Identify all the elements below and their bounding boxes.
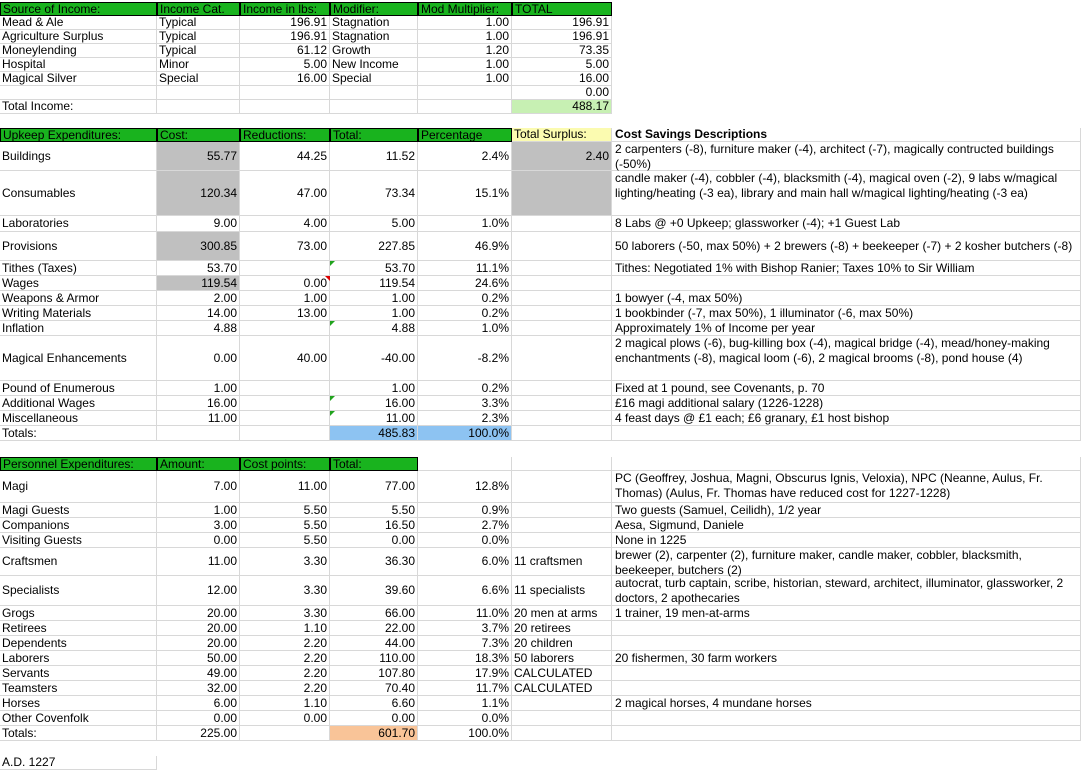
personnel-total[interactable]: 0.00 xyxy=(330,533,418,548)
total-surplus-value[interactable]: 2.40 xyxy=(512,142,612,171)
personnel-total[interactable]: 16.50 xyxy=(330,518,418,533)
personnel-name[interactable]: Visiting Guests xyxy=(0,533,157,548)
empty-cell[interactable] xyxy=(512,726,612,741)
empty-cell[interactable] xyxy=(418,100,512,114)
personnel-cost-points[interactable]: 5.50 xyxy=(240,518,330,533)
personnel-note[interactable] xyxy=(512,503,612,518)
personnel-cost-points[interactable]: 0.00 xyxy=(240,711,330,726)
total-surplus-header[interactable]: Total Surplus: xyxy=(512,128,612,142)
upkeep-total[interactable]: 73.34 xyxy=(330,171,418,216)
upkeep-name[interactable]: Miscellaneous xyxy=(0,411,157,426)
income-cell[interactable]: Agriculture Surplus xyxy=(0,30,157,44)
personnel-total[interactable]: 77.00 xyxy=(330,471,418,503)
empty-cell[interactable] xyxy=(240,726,330,741)
income-header-1[interactable]: Income Cat. xyxy=(157,2,240,16)
upkeep-cost[interactable]: 120.34 xyxy=(157,171,240,216)
income-cell[interactable]: Stagnation xyxy=(330,30,418,44)
upkeep-name[interactable]: Magical Enhancements xyxy=(0,336,157,381)
personnel-cost-points[interactable]: 1.10 xyxy=(240,696,330,711)
personnel-description[interactable]: PC (Geoffrey, Joshua, Magni, Obscurus Ignis, Veloxia), NPC (Neanne, Aulus, Fr. Thomas) (Aulus, Fr. Thomas have reduced cost for 1227-1228) xyxy=(612,471,1081,503)
income-cell[interactable]: Typical xyxy=(157,44,240,58)
personnel-name[interactable]: Retirees xyxy=(0,621,157,636)
personnel-cost-points[interactable]: 3.30 xyxy=(240,576,330,606)
upkeep-total[interactable]: -40.00 xyxy=(330,336,418,381)
personnel-total[interactable]: 6.60 xyxy=(330,696,418,711)
personnel-amount[interactable]: 50.00 xyxy=(157,651,240,666)
income-cell[interactable]: 16.00 xyxy=(240,72,330,86)
upkeep-header-4[interactable]: Percentage xyxy=(418,128,512,142)
upkeep-total[interactable]: 119.54 xyxy=(330,276,418,291)
personnel-description[interactable]: brewer (2), carpenter (2), furniture maker, candle maker, cobbler, blacksmith, beekeeper, butchers (2) xyxy=(612,548,1081,576)
personnel-description[interactable]: None in 1225 xyxy=(612,533,1081,548)
upkeep-percentage[interactable]: 46.9% xyxy=(418,232,512,261)
personnel-amount[interactable]: 11.00 xyxy=(157,548,240,576)
upkeep-reductions[interactable]: 0.00 xyxy=(240,276,330,291)
upkeep-cost[interactable]: 11.00 xyxy=(157,411,240,426)
personnel-name[interactable]: Servants xyxy=(0,666,157,681)
personnel-total[interactable]: 5.50 xyxy=(330,503,418,518)
personnel-totals-amount[interactable]: 225.00 xyxy=(157,726,240,741)
personnel-name[interactable]: Other Covenfolk xyxy=(0,711,157,726)
income-cell[interactable]: Special xyxy=(157,72,240,86)
total-income-value[interactable]: 488.17 xyxy=(512,100,612,114)
upkeep-total[interactable]: 5.00 xyxy=(330,216,418,232)
personnel-cost-points[interactable]: 2.20 xyxy=(240,636,330,651)
personnel-description[interactable]: Aesa, Sigmund, Daniele xyxy=(612,518,1081,533)
upkeep-cost[interactable]: 55.77 xyxy=(157,142,240,171)
upkeep-total[interactable]: 4.88 xyxy=(330,321,418,336)
income-cell[interactable]: 73.35 xyxy=(512,44,612,58)
upkeep-percentage[interactable]: 3.3% xyxy=(418,396,512,411)
upkeep-total[interactable]: 1.00 xyxy=(330,381,418,396)
upkeep-percentage[interactable]: 0.2% xyxy=(418,381,512,396)
upkeep-description[interactable]: Tithes: Negotiated 1% with Bishop Ranier; Taxes 10% to Sir William xyxy=(612,261,1081,276)
personnel-note[interactable]: 11 specialists xyxy=(512,576,612,606)
personnel-percentage[interactable]: 0.0% xyxy=(418,533,512,548)
upkeep-percentage[interactable]: -8.2% xyxy=(418,336,512,381)
personnel-note[interactable]: 11 craftsmen xyxy=(512,548,612,576)
empty-cell[interactable] xyxy=(512,336,612,381)
personnel-note[interactable]: 20 retirees xyxy=(512,621,612,636)
income-cell[interactable]: 61.12 xyxy=(240,44,330,58)
personnel-percentage[interactable]: 1.1% xyxy=(418,696,512,711)
income-cell[interactable]: Growth xyxy=(330,44,418,58)
income-cell[interactable]: 5.00 xyxy=(240,58,330,72)
income-cell[interactable]: Moneylending xyxy=(0,44,157,58)
income-cell[interactable]: 1.00 xyxy=(418,58,512,72)
empty-cell[interactable] xyxy=(330,86,418,100)
upkeep-reductions[interactable]: 1.00 xyxy=(240,291,330,306)
personnel-description[interactable]: 1 trainer, 19 men-at-arms xyxy=(612,606,1081,621)
empty-cell[interactable] xyxy=(157,86,240,100)
surplus-cell[interactable] xyxy=(512,171,612,216)
income-header-5[interactable]: TOTAL xyxy=(512,2,612,16)
upkeep-percentage[interactable]: 0.2% xyxy=(418,306,512,321)
personnel-note[interactable]: 20 children xyxy=(512,636,612,651)
upkeep-name[interactable]: Tithes (Taxes) xyxy=(0,261,157,276)
personnel-amount[interactable]: 20.00 xyxy=(157,606,240,621)
income-cell[interactable]: New Income xyxy=(330,58,418,72)
personnel-description[interactable] xyxy=(612,681,1081,696)
upkeep-cost[interactable]: 53.70 xyxy=(157,261,240,276)
upkeep-reductions[interactable] xyxy=(240,396,330,411)
personnel-note[interactable]: 20 men at arms xyxy=(512,606,612,621)
income-cell[interactable]: 196.91 xyxy=(240,16,330,30)
empty-cell[interactable] xyxy=(512,276,612,291)
footer-year[interactable]: A.D. 1227 xyxy=(0,756,157,770)
upkeep-reductions[interactable]: 4.00 xyxy=(240,216,330,232)
upkeep-total[interactable]: 11.52 xyxy=(330,142,418,171)
upkeep-percentage[interactable]: 0.2% xyxy=(418,291,512,306)
personnel-amount[interactable]: 1.00 xyxy=(157,503,240,518)
personnel-amount[interactable]: 0.00 xyxy=(157,533,240,548)
personnel-amount[interactable]: 20.00 xyxy=(157,621,240,636)
income-cell[interactable]: 1.20 xyxy=(418,44,512,58)
personnel-total[interactable]: 39.60 xyxy=(330,576,418,606)
income-cell[interactable]: Stagnation xyxy=(330,16,418,30)
income-cell[interactable]: Special xyxy=(330,72,418,86)
upkeep-percentage[interactable]: 15.1% xyxy=(418,171,512,216)
formula-indicator-icon xyxy=(330,321,335,326)
income-header-4[interactable]: Mod Multiplier: xyxy=(418,2,512,16)
upkeep-cost[interactable]: 300.85 xyxy=(157,232,240,261)
upkeep-name[interactable]: Pound of Enumerous xyxy=(0,381,157,396)
upkeep-name[interactable]: Additional Wages xyxy=(0,396,157,411)
income-cell[interactable]: 5.00 xyxy=(512,58,612,72)
upkeep-description[interactable]: 1 bowyer (-4, max 50%) xyxy=(612,291,1081,306)
income-cell[interactable]: 196.91 xyxy=(240,30,330,44)
upkeep-name[interactable]: Buildings xyxy=(0,142,157,171)
upkeep-name[interactable]: Provisions xyxy=(0,232,157,261)
upkeep-percentage[interactable]: 2.4% xyxy=(418,142,512,171)
upkeep-reductions[interactable]: 40.00 xyxy=(240,336,330,381)
income-cell[interactable]: 196.91 xyxy=(512,30,612,44)
personnel-description[interactable]: Two guests (Samuel, Ceilidh), 1/2 year xyxy=(612,503,1081,518)
empty-cell[interactable] xyxy=(512,426,612,441)
personnel-percentage[interactable]: 0.0% xyxy=(418,711,512,726)
personnel-note[interactable] xyxy=(512,696,612,711)
empty-cell[interactable] xyxy=(418,457,512,471)
upkeep-description[interactable]: 2 magical plows (-6), bug-killing box (-4), magical bridge (-4), mead/honey-making enchantments (-8), magical loom (-6), 2 magical brooms (-8), pond house (4) xyxy=(612,336,1081,381)
cost-savings-header[interactable]: Cost Savings Descriptions xyxy=(612,128,1081,142)
upkeep-cost[interactable]: 1.00 xyxy=(157,381,240,396)
personnel-description[interactable]: 2 magical horses, 4 mundane horses xyxy=(612,696,1081,711)
income-header-3[interactable]: Modifier: xyxy=(330,2,418,16)
personnel-note[interactable]: 50 laborers xyxy=(512,651,612,666)
upkeep-cost[interactable]: 0.00 xyxy=(157,336,240,381)
personnel-note[interactable]: CALCULATED xyxy=(512,666,612,681)
empty-cell[interactable] xyxy=(512,457,612,471)
upkeep-description[interactable] xyxy=(612,276,1081,291)
personnel-name[interactable]: Grogs xyxy=(0,606,157,621)
personnel-percentage[interactable]: 17.9% xyxy=(418,666,512,681)
comment-indicator-icon xyxy=(325,276,330,281)
formula-indicator-icon xyxy=(330,261,335,266)
upkeep-total[interactable]: 53.70 xyxy=(330,261,418,276)
personnel-cost-points[interactable]: 2.20 xyxy=(240,651,330,666)
empty-cell[interactable] xyxy=(512,216,612,232)
personnel-note[interactable] xyxy=(512,711,612,726)
personnel-total[interactable]: 107.80 xyxy=(330,666,418,681)
upkeep-description[interactable]: 1 bookbinder (-7, max 50%), 1 illuminator (-6, max 50%) xyxy=(612,306,1081,321)
upkeep-cost[interactable]: 9.00 xyxy=(157,216,240,232)
personnel-name[interactable]: Dependents xyxy=(0,636,157,651)
upkeep-reductions[interactable]: 44.25 xyxy=(240,142,330,171)
personnel-total[interactable]: 0.00 xyxy=(330,711,418,726)
personnel-percentage[interactable]: 6.6% xyxy=(418,576,512,606)
personnel-description[interactable] xyxy=(612,621,1081,636)
upkeep-percentage[interactable]: 2.3% xyxy=(418,411,512,426)
upkeep-name[interactable]: Consumables xyxy=(0,171,157,216)
upkeep-total[interactable]: 227.85 xyxy=(330,232,418,261)
personnel-description[interactable] xyxy=(612,636,1081,651)
personnel-total[interactable]: 110.00 xyxy=(330,651,418,666)
upkeep-reductions[interactable]: 47.00 xyxy=(240,171,330,216)
personnel-name[interactable]: Magi Guests xyxy=(0,503,157,518)
upkeep-total[interactable]: 1.00 xyxy=(330,306,418,321)
empty-cell[interactable] xyxy=(418,86,512,100)
personnel-totals-pct[interactable]: 100.0% xyxy=(418,726,512,741)
personnel-amount[interactable]: 6.00 xyxy=(157,696,240,711)
upkeep-description[interactable]: 4 feast days @ £1 each; £6 granary, £1 host bishop xyxy=(612,411,1081,426)
empty-cell[interactable] xyxy=(512,381,612,396)
empty-cell[interactable] xyxy=(512,306,612,321)
personnel-percentage[interactable]: 12.8% xyxy=(418,471,512,503)
income-cell[interactable]: 1.00 xyxy=(418,16,512,30)
empty-cell[interactable] xyxy=(0,86,157,100)
upkeep-cost[interactable]: 119.54 xyxy=(157,276,240,291)
personnel-name[interactable]: Horses xyxy=(0,696,157,711)
upkeep-reductions[interactable] xyxy=(240,381,330,396)
empty-cell[interactable] xyxy=(512,396,612,411)
upkeep-reductions[interactable] xyxy=(240,321,330,336)
personnel-description[interactable] xyxy=(612,666,1081,681)
income-cell[interactable]: 1.00 xyxy=(418,72,512,86)
personnel-description[interactable] xyxy=(612,711,1081,726)
personnel-cost-points[interactable]: 1.10 xyxy=(240,621,330,636)
personnel-cost-points[interactable]: 3.30 xyxy=(240,548,330,576)
income-header-2[interactable]: Income in lbs: xyxy=(240,2,330,16)
income-cell[interactable]: Typical xyxy=(157,30,240,44)
personnel-totals-label[interactable]: Totals: xyxy=(0,726,157,741)
upkeep-percentage[interactable]: 1.0% xyxy=(418,216,512,232)
personnel-header-3[interactable]: Total: xyxy=(330,457,418,471)
upkeep-cost[interactable]: 16.00 xyxy=(157,396,240,411)
personnel-header-2[interactable]: Cost points: xyxy=(240,457,330,471)
upkeep-description[interactable]: Approximately 1% of Income per year xyxy=(612,321,1081,336)
upkeep-totals-pct[interactable]: 100.0% xyxy=(418,426,512,441)
empty-cell[interactable] xyxy=(612,726,1081,741)
personnel-total[interactable]: 22.00 xyxy=(330,621,418,636)
personnel-description[interactable]: autocrat, turb captain, scribe, historian, steward, architect, illuminator, glassworker, 2 doctors, 2 apothecaries xyxy=(612,576,1081,606)
upkeep-reductions[interactable]: 73.00 xyxy=(240,232,330,261)
personnel-amount[interactable]: 12.00 xyxy=(157,576,240,606)
income-header-0[interactable]: Source of Income: xyxy=(0,2,157,16)
personnel-name[interactable]: Magi xyxy=(0,471,157,503)
upkeep-total[interactable]: 1.00 xyxy=(330,291,418,306)
empty-cell[interactable] xyxy=(240,100,330,114)
upkeep-name[interactable]: Wages xyxy=(0,276,157,291)
upkeep-percentage[interactable]: 24.6% xyxy=(418,276,512,291)
personnel-percentage[interactable]: 11.7% xyxy=(418,681,512,696)
income-cell[interactable]: Mead & Ale xyxy=(0,16,157,30)
personnel-percentage[interactable]: 2.7% xyxy=(418,518,512,533)
upkeep-reductions[interactable] xyxy=(240,411,330,426)
upkeep-percentage[interactable]: 11.1% xyxy=(418,261,512,276)
personnel-totals-value[interactable]: 601.70 xyxy=(330,726,418,741)
personnel-name[interactable]: Teamsters xyxy=(0,681,157,696)
upkeep-cost[interactable]: 14.00 xyxy=(157,306,240,321)
empty-cell[interactable] xyxy=(240,86,330,100)
upkeep-description[interactable]: candle maker (-4), cobbler (-4), blacksmith (-4), magical oven (-2), 9 labs w/magical lighting/heating (-3 ea), library and main hall w/magical lighting/heating (-3 ea) xyxy=(612,171,1081,216)
personnel-total[interactable]: 36.30 xyxy=(330,548,418,576)
empty-cell[interactable] xyxy=(612,457,1081,471)
upkeep-name[interactable]: Weapons & Armor xyxy=(0,291,157,306)
upkeep-description[interactable]: 50 laborers (-50, max 50%) + 2 brewers (-8) + beekeeper (-7) + 2 kosher butchers (-8) xyxy=(612,232,1081,261)
upkeep-cost[interactable]: 4.88 xyxy=(157,321,240,336)
upkeep-header-3[interactable]: Total: xyxy=(330,128,418,142)
income-cell[interactable]: 1.00 xyxy=(418,30,512,44)
empty-cell[interactable] xyxy=(512,232,612,261)
upkeep-totals-label[interactable]: Totals: xyxy=(0,426,157,441)
empty-cell[interactable] xyxy=(512,261,612,276)
upkeep-cost[interactable]: 2.00 xyxy=(157,291,240,306)
formula-indicator-icon xyxy=(330,411,335,416)
upkeep-name[interactable]: Writing Materials xyxy=(0,306,157,321)
income-cell[interactable]: Minor xyxy=(157,58,240,72)
personnel-percentage[interactable]: 18.3% xyxy=(418,651,512,666)
upkeep-total[interactable]: 11.00 xyxy=(330,411,418,426)
personnel-percentage[interactable]: 6.0% xyxy=(418,548,512,576)
upkeep-name[interactable]: Inflation xyxy=(0,321,157,336)
personnel-total[interactable]: 44.00 xyxy=(330,636,418,651)
personnel-amount[interactable]: 7.00 xyxy=(157,471,240,503)
income-extra-total[interactable]: 0.00 xyxy=(512,86,612,100)
personnel-cost-points[interactable]: 3.30 xyxy=(240,606,330,621)
personnel-header-1[interactable]: Amount: xyxy=(157,457,240,471)
personnel-amount[interactable]: 3.00 xyxy=(157,518,240,533)
personnel-note[interactable] xyxy=(512,518,612,533)
personnel-percentage[interactable]: 0.9% xyxy=(418,503,512,518)
upkeep-description[interactable]: £16 magi additional salary (1226-1228) xyxy=(612,396,1081,411)
personnel-cost-points[interactable]: 2.20 xyxy=(240,666,330,681)
empty-cell[interactable] xyxy=(512,321,612,336)
empty-cell[interactable] xyxy=(612,426,1081,441)
personnel-header-0[interactable]: Personnel Expenditures: xyxy=(0,457,157,471)
total-income-label[interactable]: Total Income: xyxy=(0,100,157,114)
personnel-percentage[interactable]: 3.7% xyxy=(418,621,512,636)
personnel-amount[interactable]: 0.00 xyxy=(157,711,240,726)
income-cell[interactable]: Magical Silver xyxy=(0,72,157,86)
empty-cell[interactable] xyxy=(512,291,612,306)
upkeep-description[interactable]: 8 Labs @ +0 Upkeep; glassworker (-4); +1 Guest Lab xyxy=(612,216,1081,232)
income-cell[interactable]: Hospital xyxy=(0,58,157,72)
upkeep-name[interactable]: Laboratories xyxy=(0,216,157,232)
upkeep-totals-value[interactable]: 485.83 xyxy=(330,426,418,441)
personnel-total[interactable]: 70.40 xyxy=(330,681,418,696)
empty-cell[interactable] xyxy=(330,100,418,114)
income-cell[interactable]: Typical xyxy=(157,16,240,30)
personnel-amount[interactable]: 32.00 xyxy=(157,681,240,696)
personnel-percentage[interactable]: 11.0% xyxy=(418,606,512,621)
empty-cell[interactable] xyxy=(512,411,612,426)
empty-cell[interactable] xyxy=(157,100,240,114)
personnel-amount[interactable]: 49.00 xyxy=(157,666,240,681)
personnel-percentage[interactable]: 7.3% xyxy=(418,636,512,651)
personnel-cost-points[interactable]: 2.20 xyxy=(240,681,330,696)
personnel-cost-points[interactable]: 11.00 xyxy=(240,471,330,503)
upkeep-reductions[interactable]: 13.00 xyxy=(240,306,330,321)
personnel-total[interactable]: 66.00 xyxy=(330,606,418,621)
upkeep-description[interactable]: 2 carpenters (-8), furniture maker (-4), architect (-7), magically contructed buildings (-50%) xyxy=(612,142,1081,171)
personnel-name[interactable]: Craftsmen xyxy=(0,548,157,576)
personnel-name[interactable]: Laborers xyxy=(0,651,157,666)
personnel-note[interactable] xyxy=(512,471,612,503)
upkeep-total[interactable]: 16.00 xyxy=(330,396,418,411)
empty-cell[interactable] xyxy=(240,426,330,441)
personnel-cost-points[interactable]: 5.50 xyxy=(240,503,330,518)
personnel-amount[interactable]: 20.00 xyxy=(157,636,240,651)
upkeep-reductions[interactable] xyxy=(240,261,330,276)
upkeep-description[interactable]: Fixed at 1 pound, see Covenants, p. 70 xyxy=(612,381,1081,396)
empty-cell[interactable] xyxy=(157,426,240,441)
personnel-name[interactable]: Specialists xyxy=(0,576,157,606)
upkeep-header-1[interactable]: Cost: xyxy=(157,128,240,142)
formula-indicator-icon xyxy=(330,396,335,401)
personnel-note[interactable] xyxy=(512,533,612,548)
upkeep-header-0[interactable]: Upkeep Expenditures: xyxy=(0,128,157,142)
personnel-note[interactable]: CALCULATED xyxy=(512,681,612,696)
income-cell[interactable]: 196.91 xyxy=(512,16,612,30)
upkeep-header-2[interactable]: Reductions: xyxy=(240,128,330,142)
personnel-description[interactable]: 20 fishermen, 30 farm workers xyxy=(612,651,1081,666)
personnel-cost-points[interactable]: 5.50 xyxy=(240,533,330,548)
upkeep-percentage[interactable]: 1.0% xyxy=(418,321,512,336)
income-cell[interactable]: 16.00 xyxy=(512,72,612,86)
personnel-name[interactable]: Companions xyxy=(0,518,157,533)
